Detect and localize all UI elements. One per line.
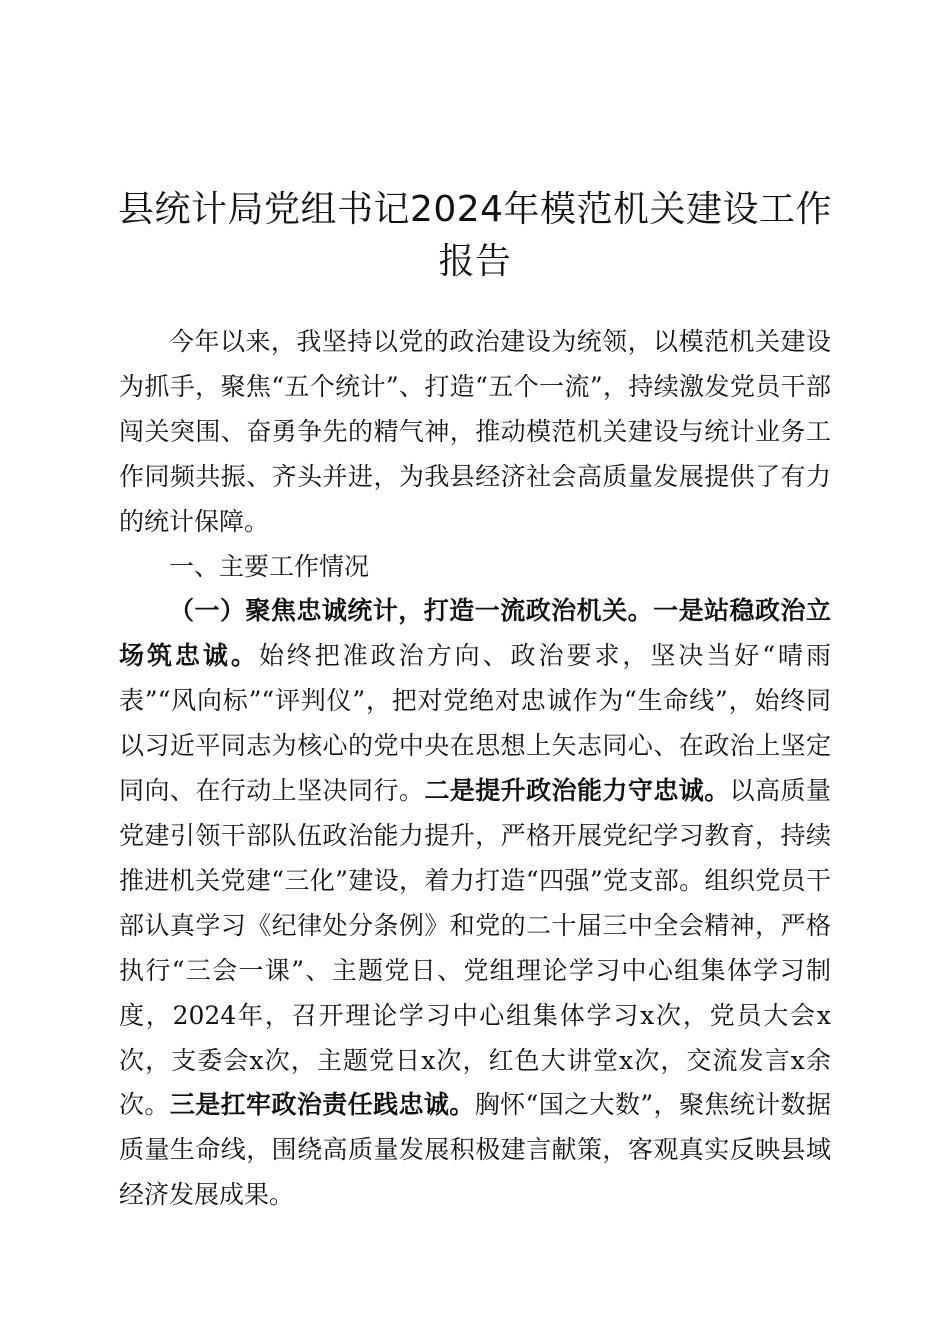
- point-1-text: 始终把准政治方向、政治要求，坚决当好“晴雨表”“风向标”“评判仪”，把对党绝对忠诚作为“生命线”，始终同以习近平同志为核心的党中央在思想上矢志同心、在政治上坚定同向、在行动上坚决同行。: [119, 641, 831, 806]
- point-3-label: 三是扛牢政治责任践忠诚。: [169, 1090, 475, 1120]
- subsection-heading: （一）聚焦忠诚统计，打造一流政治机关。: [169, 596, 654, 626]
- point-1-label: 一是站稳政治立场筑忠诚。: [119, 596, 831, 671]
- document-body: [119, 320, 831, 1218]
- section-heading-main-work: 一、主要工作情况: [169, 551, 370, 581]
- document-title: 县统计局党组书记2024年模范机关建设工作报告: [117, 189, 833, 282]
- section-paragraph-loyal-statistics: [119, 589, 831, 1218]
- point-3-text: 胸怀“国之大数”，聚焦统计数据质量生命线，围绕高质量发展积极建言献策，客观真实反映县域经济发展成果。: [119, 1090, 831, 1210]
- point-2-label: 二是提升政治能力守忠诚。: [424, 776, 730, 806]
- intro-paragraph: 今年以来，我坚持以党的政治建设为统领，以模范机关建设为抓手，聚焦“五个统计”、打造“五个一流”，持续激发党员干部闯关突围、奋勇争先的精气神，推动模范机关建设与统计业务工作同频共振、齐头并进，为我县经济社会高质量发展提供了有力的统计保障。: [119, 327, 831, 536]
- point-2-text: 以高质量党建引领干部队伍政治能力提升，严格开展党纪学习教育，持续推进机关党建“三化”建设，着力打造“四强”党支部。组织党员干部认真学习《纪律处分条例》和党的二十届三中全会精神，严格执行“三会一课”、主题党日、党组理论学习中心组集体学习制度，2024年，召开理论学习中心组集体学习x次，党员大会x次，支委会x次，主题党日x次，红色大讲堂x次，交流发言x余次。: [119, 776, 831, 1120]
